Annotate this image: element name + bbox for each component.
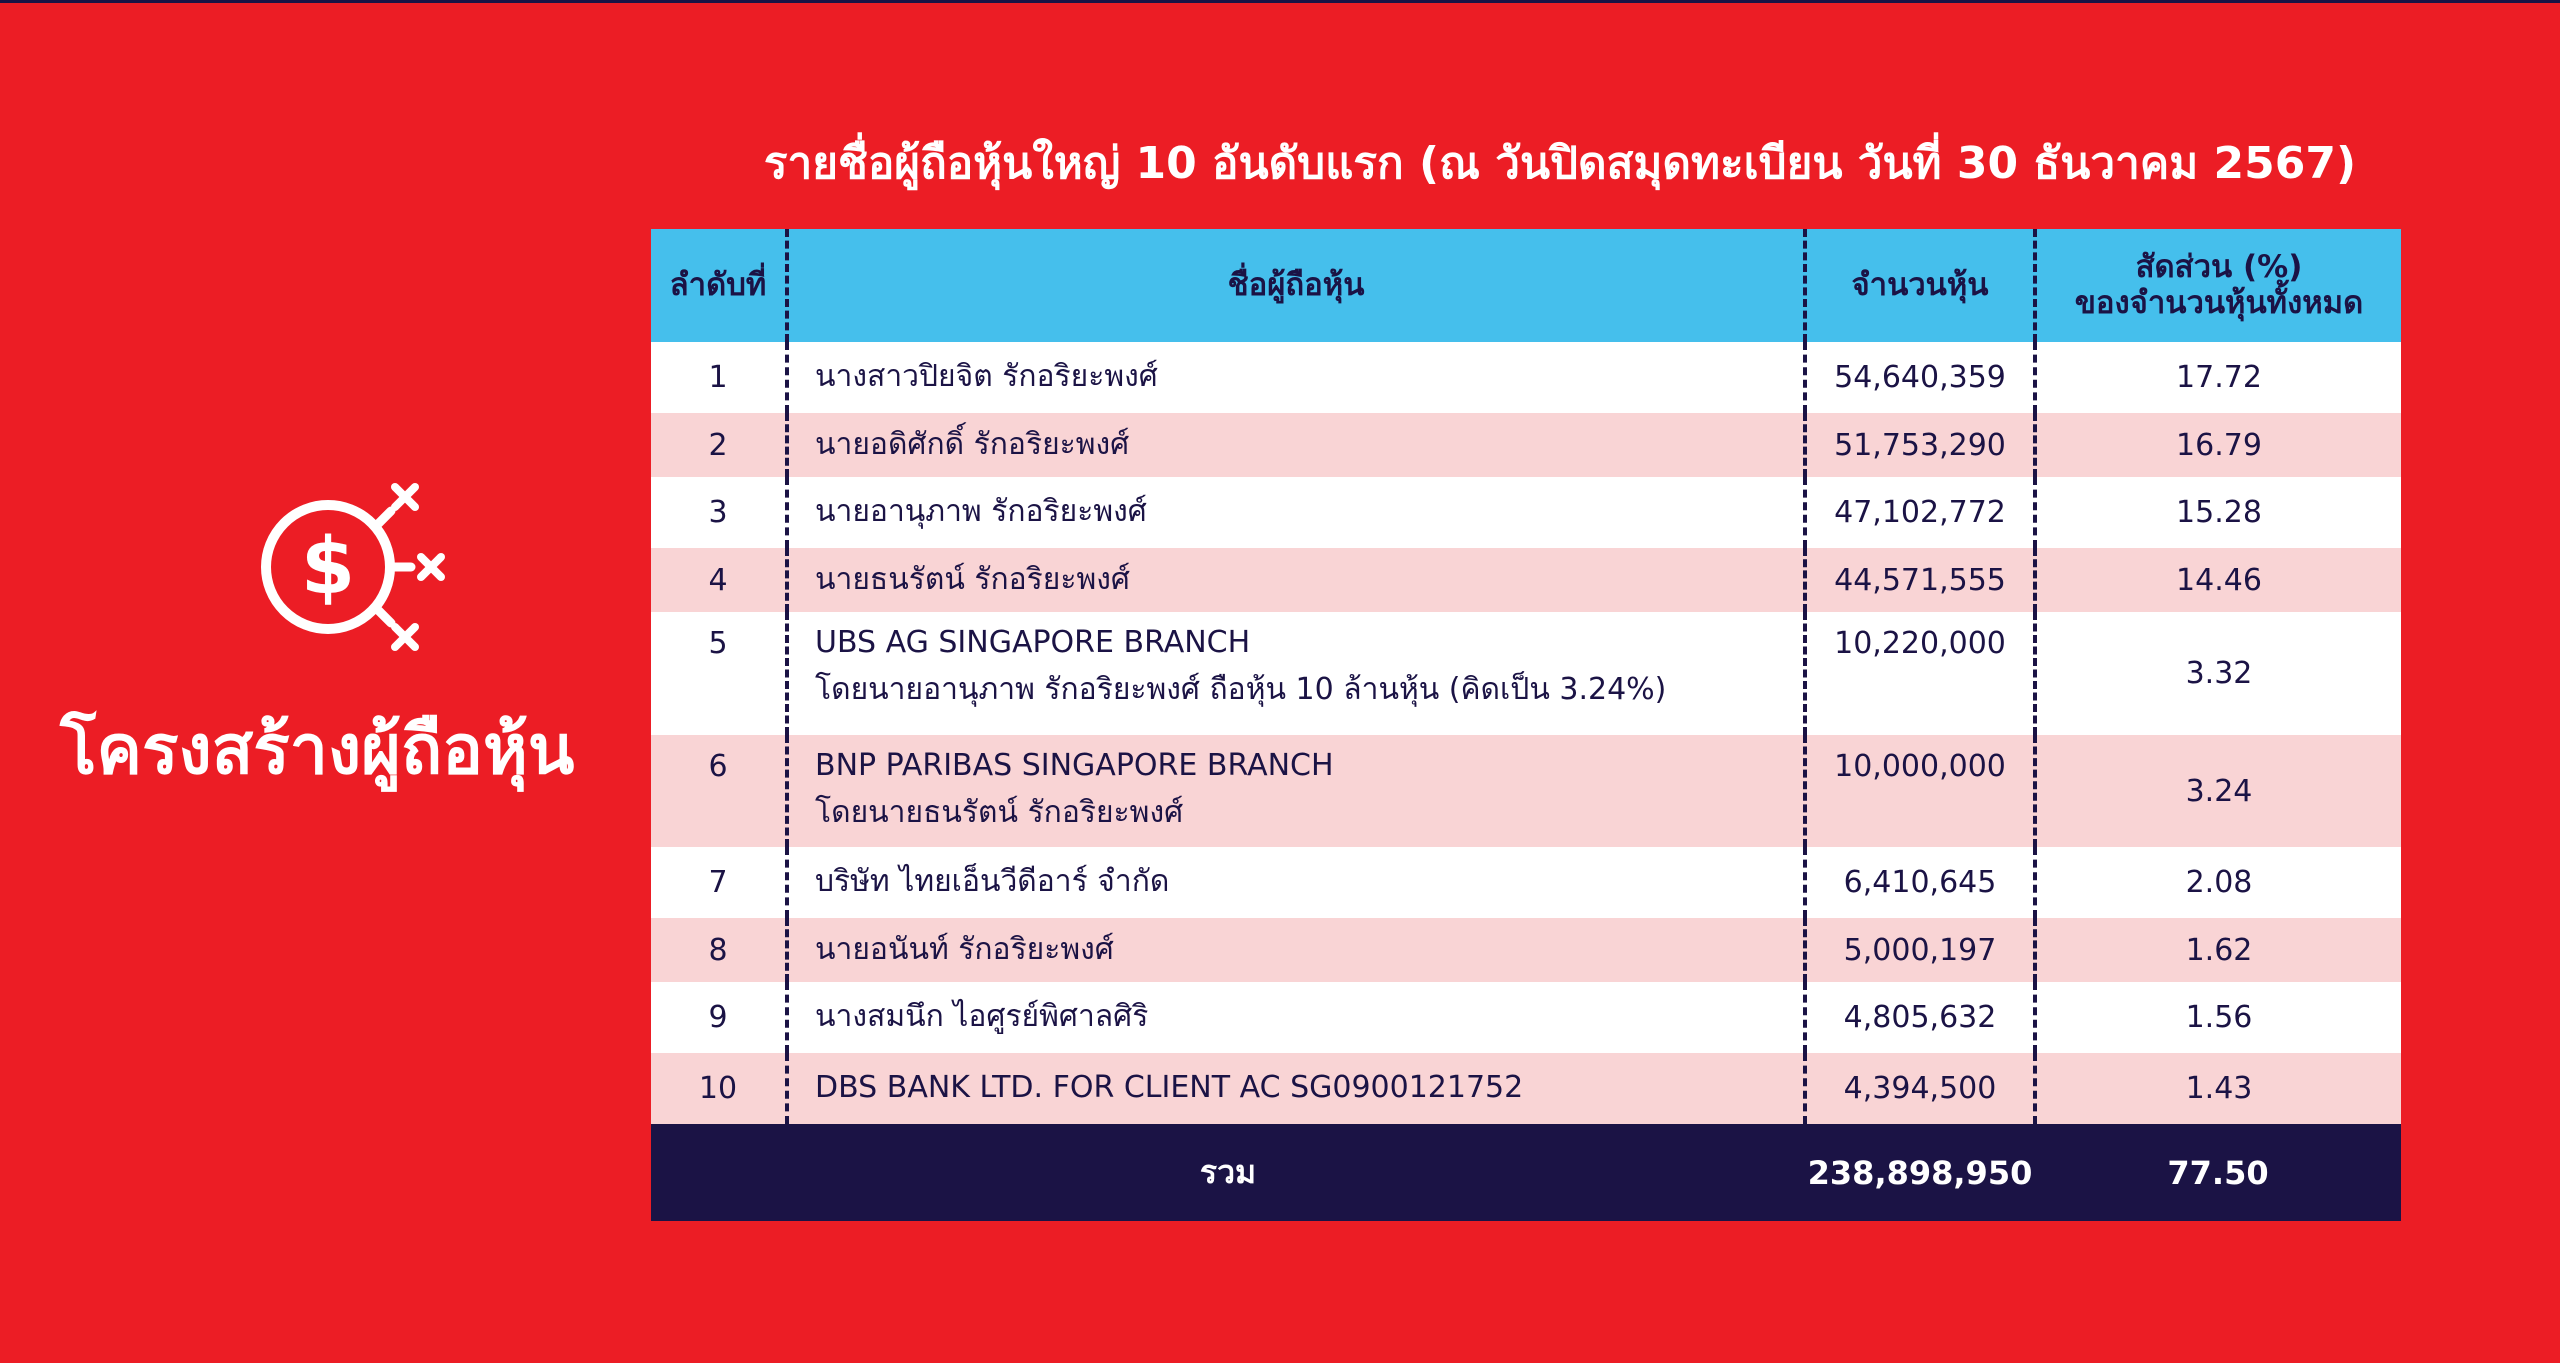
row-shares: 10,000,000 — [1805, 735, 2035, 847]
total-label: รวม — [1199, 1153, 1257, 1191]
header-shares: จำนวนหุ้น — [1805, 229, 2035, 342]
row-name: นายอานุภาพ รักอริยะพงศ์ — [787, 477, 1805, 548]
row-name-cell — [787, 735, 1805, 847]
row-name: นายอนันท์ รักอริยะพงศ์ — [787, 918, 1805, 982]
row-percentage: 17.72 — [2176, 360, 2262, 395]
row-name: บริษัท ไทยเอ็นวีดีอาร์ จำกัด — [787, 847, 1805, 918]
row-note: โดยนายอานุภาพ รักอริยะพงศ์ ถือหุ้น 10 ล้านหุ้น (คิดเป็น 3.24%) — [815, 671, 1667, 707]
header-percentage — [2035, 229, 2401, 342]
table-row — [651, 918, 2401, 982]
total-shares: 238,898,950 — [1807, 1153, 2033, 1192]
table-row — [651, 1053, 2401, 1124]
row-percentage: 3.24 — [2185, 773, 2253, 809]
left-panel — [0, 440, 650, 820]
row-rank: 4 — [651, 548, 787, 612]
row-name: BNP PARIBAS SINGAPORE BRANCH — [815, 748, 1334, 783]
header-percentage-line1: สัดส่วน (%) — [2135, 248, 2303, 285]
row-rank: 3 — [651, 477, 787, 548]
row-note: โดยนายธนรัตน์ รักอริยะพงศ์ — [815, 794, 1184, 830]
row-name: นางสาวปิยจิต รักอริยะพงศ์ — [787, 342, 1805, 413]
row-shares: 4,394,500 — [1805, 1053, 2035, 1124]
row-name: นางสมนึก ไอศูรย์พิศาลศิริ — [787, 982, 1805, 1053]
table-row — [651, 982, 2401, 1053]
row-shares: 5,000,197 — [1805, 918, 2035, 982]
table-row — [651, 847, 2401, 918]
row-percentage: 2.08 — [2185, 865, 2253, 900]
svg-text:$: $ — [300, 522, 356, 612]
row-percentage: 16.79 — [2176, 427, 2262, 463]
row-name: UBS AG SINGAPORE BRANCH — [815, 625, 1251, 660]
row-shares: 10,220,000 — [1805, 612, 2035, 735]
row-name: นายธนรัตน์ รักอริยะพงศ์ — [787, 548, 1805, 612]
row-shares: 47,102,772 — [1805, 477, 2035, 548]
row-percentage: 1.56 — [2185, 1000, 2253, 1035]
row-name-cell — [787, 612, 1805, 735]
table-row — [651, 735, 2401, 847]
dollar-coin-icon — [255, 465, 455, 669]
row-shares: 51,753,290 — [1805, 413, 2035, 477]
page-heading: โครงสร้างผู้ถือหุ้น — [60, 711, 575, 790]
row-rank: 2 — [651, 413, 787, 477]
row-shares: 54,640,359 — [1805, 342, 2035, 413]
row-shares: 44,571,555 — [1805, 548, 2035, 612]
table-title: รายชื่อผู้ถือหุ้นใหญ่ 10 อันดับแรก (ณ วันปิดสมุดทะเบียน วันที่ 30 ธันวาคม 2567) — [763, 138, 2357, 189]
header-name: ชื่อผู้ถือหุ้น — [787, 229, 1805, 342]
row-rank: 5 — [651, 612, 787, 735]
row-percentage: 14.46 — [2176, 562, 2262, 598]
table-row — [651, 477, 2401, 548]
row-rank: 9 — [651, 982, 787, 1053]
table-row — [651, 342, 2401, 413]
row-name: DBS BANK LTD. FOR CLIENT AC SG0900121752 — [787, 1053, 1805, 1124]
total-row — [651, 1124, 2401, 1221]
row-rank: 8 — [651, 918, 787, 982]
row-percentage: 1.62 — [2185, 932, 2253, 968]
row-rank: 6 — [651, 735, 787, 847]
header-rank: ลำดับที่ — [651, 229, 787, 342]
table-row — [651, 612, 2401, 735]
row-shares: 4,805,632 — [1805, 982, 2035, 1053]
row-rank: 7 — [651, 847, 787, 918]
row-percentage: 15.28 — [2176, 495, 2262, 530]
table-header-row — [651, 229, 2401, 342]
row-percentage: 1.43 — [2185, 1071, 2253, 1106]
total-percentage: 77.50 — [2167, 1153, 2269, 1192]
row-percentage: 3.32 — [2185, 656, 2253, 691]
row-name: นายอดิศักดิ์ รักอริยะพงศ์ — [787, 413, 1805, 477]
shareholder-table — [651, 229, 2401, 1251]
top-border-line — [0, 0, 2560, 3]
table-row — [651, 413, 2401, 477]
header-percentage-line2: ของจำนวนหุ้นทั้งหมด — [2074, 284, 2364, 321]
row-rank: 10 — [651, 1053, 787, 1124]
row-shares: 6,410,645 — [1805, 847, 2035, 918]
row-rank: 1 — [651, 342, 787, 413]
table-row — [651, 548, 2401, 612]
